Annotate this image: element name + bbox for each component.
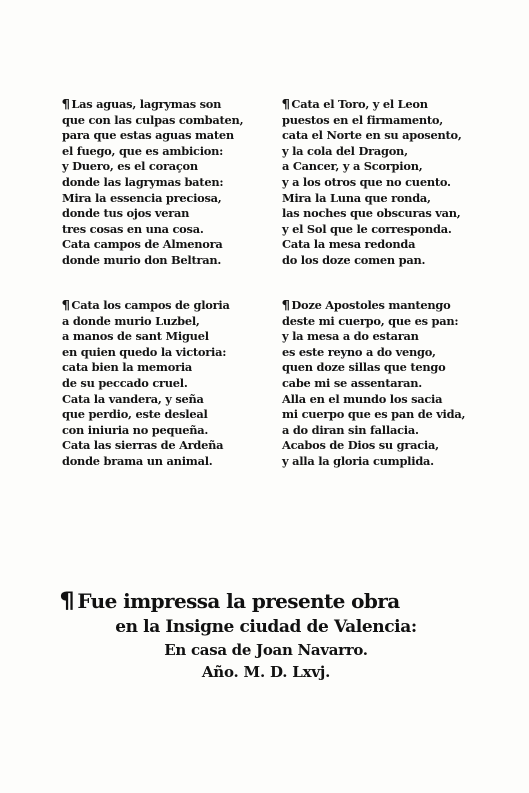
verse-line: en quien quedo la victoria: [62,344,227,359]
verse-line: el fuego, que es ambicion: [62,143,224,158]
verse-line: a Cancer, y a Scorpion, [282,159,423,174]
verse-line: mi cuerpo que es pan de vida, [282,407,466,422]
verse-line: de su peccado cruel. [62,375,188,390]
colophon-line-3: En casa de Joan Navarro. [164,641,368,659]
verse-line: donde tus ojos veran [62,206,190,221]
verse-line: ¶ Cata el Toro, y el Leon [281,97,428,111]
verse-line: y a los otros que no cuento. [282,174,451,189]
verse-line: donde las lagrymas baten: [62,174,224,189]
verse-line: y la mesa a do estaran [282,329,419,344]
stanza-bottom-left [62,298,230,470]
verse-line: Mira la Luna que ronda, [282,190,431,205]
verse-line: con iniuria no pequeña. [62,422,209,437]
colophon-line-1: ¶ Fue impressa la presente obra [59,589,400,614]
pilcrow-icon: ¶ [281,97,290,111]
colophon-line-4: Año. M. D. Lxvj. [201,663,331,681]
colophon-line-2: en la Insigne ciudad de Valencia: [115,617,417,637]
verse-line: ¶ Doze Apostoles mantengo [281,298,451,312]
verse-line: cata bien la memoria [62,360,193,375]
verse-line: puestos en el firmamento, [282,112,443,127]
stanza-bottom-right [282,298,465,470]
verse-line: ¶ Las aguas, lagrymas son [61,97,222,111]
verse-line: las noches que obscuras van, [282,206,461,221]
stanza-top-left [62,97,243,269]
verse-line: que perdio, este desleal [62,407,208,422]
pilcrow-icon: ¶ [61,298,70,312]
verse-line: a manos de sant Miguel [62,329,209,344]
verse-line: y Duero, es el coraçon [62,159,198,174]
verse-line: Cata las sierras de Ardeña [62,438,224,453]
verse-line: que con las culpas combaten, [62,112,244,127]
pilcrow-icon: ¶ [281,298,290,312]
colophon [56,588,476,683]
verse-line: ¶ Cata los campos de gloria [61,298,230,312]
verse-line: cata el Norte en su aposento, [282,128,462,143]
verse-line: cabe mi se assentaran. [282,375,422,390]
pilcrow-icon: ¶ [61,97,70,111]
verse-line: y el Sol que le corresponda. [282,221,452,236]
verse-line: y alla la gloria cumplida. [282,453,434,468]
verse-line: Acabos de Dios su gracia, [282,438,439,453]
stanza-top-right [282,97,462,269]
verse-line: do los doze comen pan. [282,252,426,267]
verse-line: Alla en el mundo los sacia [282,391,443,406]
verse-line: a do diran sin fallacia. [282,422,419,437]
verse-line: Cata campos de Almenora [62,237,223,252]
verse-line: donde murio don Beltran. [62,252,222,267]
verse-line: Cata la vandera, y seña [62,391,204,406]
verse-line: para que estas aguas maten [62,128,234,143]
verse-line: Mira la essencia preciosa, [62,190,222,205]
verse-line: es este reyno a do vengo, [282,344,436,359]
verse-line: tres cosas en una cosa. [62,221,204,236]
verse-line: donde brama un animal. [62,453,213,468]
pilcrow-icon: ¶ [59,589,75,614]
verse-line: quen doze sillas que tengo [282,360,446,375]
verse-line: deste mi cuerpo, que es pan: [282,313,459,328]
verse-line: y la cola del Dragon, [282,143,408,158]
verse-line: Cata la mesa redonda [282,237,416,252]
verse-line: a donde murio Luzbel, [62,313,200,328]
